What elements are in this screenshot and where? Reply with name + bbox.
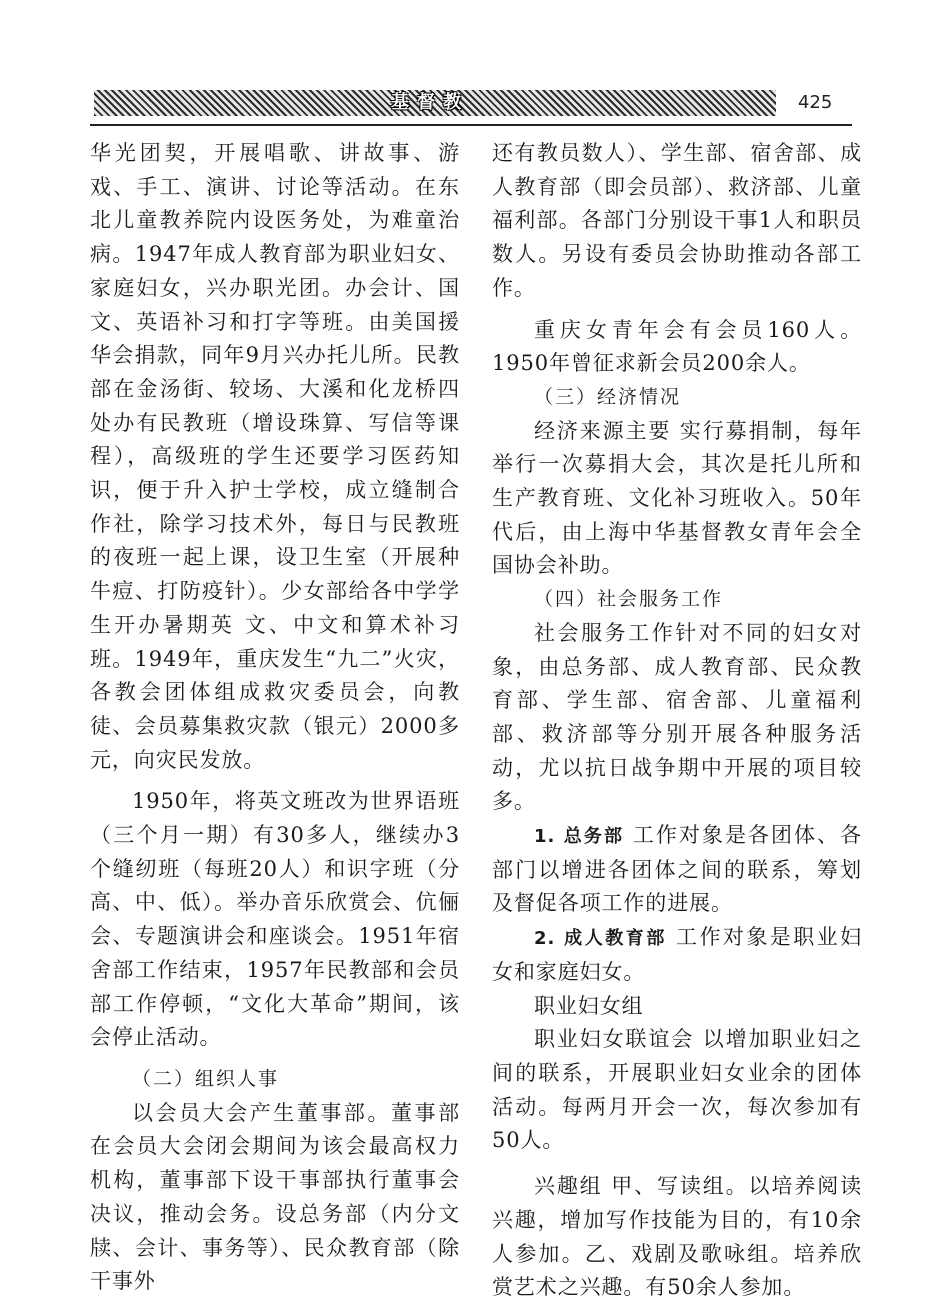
page-number: 425 xyxy=(798,92,833,113)
header-rule xyxy=(90,124,852,126)
item-text: 工作对象是职业妇女和家庭妇女。 xyxy=(492,925,862,984)
paragraph: 经济来源主要 实行募捐制，每年举行一次募捐大会，其次是托儿所和生产教育班、文化补习班收入。50年代后，由上海中华基督教女青年会全国协会补助。 xyxy=(492,418,862,578)
paragraph: 兴趣组 甲、写读组。以培养阅读兴趣，增加写作技能为目的，有10余人参加。乙、戏剧及歌咏组。培养欣赏艺术之兴趣。有50余人参加。 xyxy=(492,1174,862,1300)
item-text: 工作对象是各团体、各部门以增进各团体之间的联系，筹划及督促各项工作的进展。 xyxy=(492,823,862,916)
subheading: 职业妇女组 xyxy=(534,993,644,1018)
paragraph: 华光团契，开展唱歌、讲故事、游戏、手工、演讲、讨论等活动。在东北儿童教养院内设医务处，为难童治病。1947年成人教育部为职业妇女、家庭妇女，兴办职光团。办会计、国文、英语补习和打字等班。由美国援华会捐款，同年9月兴办托儿所。民教部在金汤街、较场、大溪和化龙桥四处办有民教班（增设珠算、写信等课程），高级班的学生还要学习医药知识，便于升入护士学校，成立缝制合作社，除学习技术外，每日与民教班的夜班一起上课，设卫生室（开展种牛痘、打防疫针）。少女部给各中学学生开办暑期英 文、中文和算术补习班。1949年，重庆发生“九二”火灾，各教会团体组成救灾委员会，向教徒、会员募集救灾款（银元）2000多元，向灾民发放。 xyxy=(90,141,460,772)
section-heading: （四）社会服务工作 xyxy=(534,588,724,611)
item-label: 2. 成人教育部 xyxy=(534,928,667,950)
item-label: 1. 总务部 xyxy=(534,826,625,848)
paragraph: 职业妇女联谊会 以增加职业妇之间的联系，开展职业妇女业余的团体活动。每两月开会一次，每次参加有50人。 xyxy=(492,1027,862,1153)
list-item xyxy=(492,819,862,921)
section-heading: （二）组织人事 xyxy=(132,1067,280,1090)
paragraph: 以会员大会产生董事部。董事部在会员大会闭会期间为该会最高权力机构，董事部下设干事部执行董事会决议，推动会务。设总务部（内分文牍、会计、事务等）、民众教育部（除干事外 xyxy=(90,1100,460,1294)
paragraph: 1950年，将英文班改为世界语班（三个月一期）有30多人，继续办3个缝纫班（每班20人）和识字班（分高、中、低）。举办音乐欣赏会、伉俪会、专题演讲会和座谈会。1951年宿舍部工作结束，1957年民教部和会员部工作停顿，“文化大革命”期间，该会停止活动。 xyxy=(90,789,460,1050)
paragraph: 重庆女青年会有会员160人。1950年曾征求新会员200余人。 xyxy=(492,317,862,376)
running-title: 基督教 xyxy=(391,92,469,113)
list-item xyxy=(492,921,862,989)
right-column xyxy=(492,137,862,1305)
left-column xyxy=(90,137,460,1299)
section-heading: （三）经济情况 xyxy=(534,385,682,408)
paragraph: 还有教员数人）、学生部、宿舍部、成人教育部（即会员部）、救济部、儿童福利部。各部门分别设干事1人和职员数人。另设有委员会协助推动各部工作。 xyxy=(492,141,862,300)
paragraph: 社会服务工作针对不同的妇女对象，由总务部、成人教育部、民众教育部、学生部、宿舍部、儿童福利部、救济部等分别开展各种服务活动，尤以抗日战争期中开展的项目较多。 xyxy=(492,620,862,814)
